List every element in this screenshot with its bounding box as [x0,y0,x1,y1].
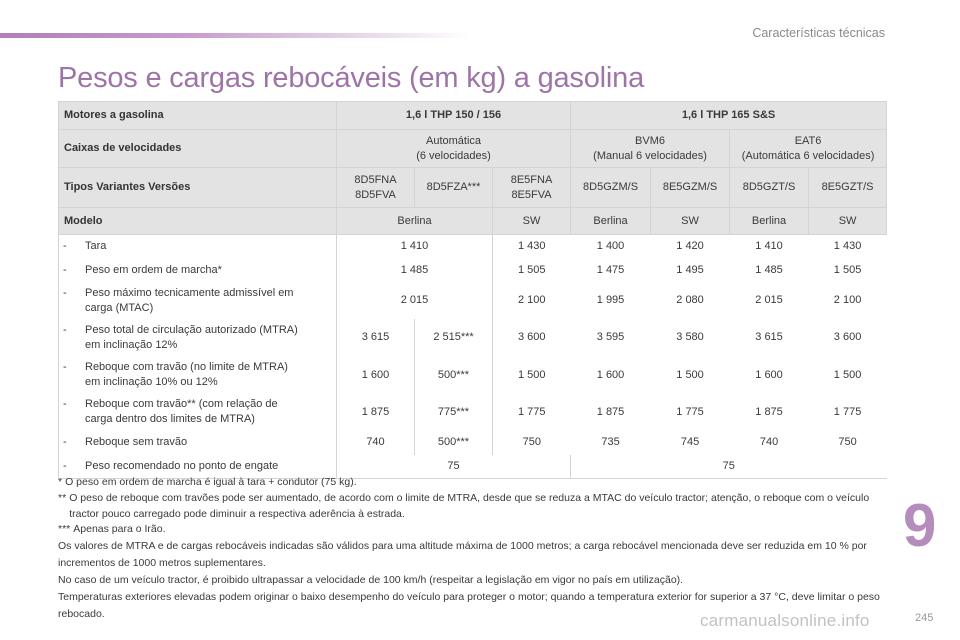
table-cell: 1 500 [518,368,546,381]
table-cell: 1 500 [833,368,862,381]
row-dash: - [63,459,67,472]
footnote-mark: * [58,476,63,488]
table-row [59,283,887,319]
variant-text: 8D5FNA [354,173,397,186]
row-label [59,259,337,283]
table-cell: 1 875 [596,405,625,418]
row-label [59,357,337,394]
row-label-text [85,397,334,427]
gearbox-a [337,130,571,168]
footnote [58,522,888,538]
row-label-text: Peso em ordem de marcha* [85,264,222,277]
table-row [59,357,887,394]
variant-cell [337,168,415,208]
row-label-text: Tara [85,240,107,253]
row-label-line: Peso máximo tecnicamente admissível em [85,286,294,299]
footnote-mark: *** [58,523,71,536]
model-cell: SW [651,208,730,235]
variant-cell [493,168,571,208]
page-number: 245 [915,612,934,624]
page-title: Pesos e cargas rebocáveis (em kg) a gasolina [58,62,644,94]
watermark: carmanualsonline.info [700,611,870,630]
footnote-mark: ** [58,491,67,504]
table-cell: 500*** [415,357,493,394]
footnote-text: O peso de reboque com travões pode ser aumentado, de acordo com o limite de MTRA, desde que se reduza a MTAC do veículo tractor; atenção, o reboque com o veículo tractor pouco carregado pode diminuir a respectiva aderência à estrada. [69,491,870,520]
row-dash: - [63,398,67,411]
variant-cell: 8E5GZT/S [809,168,887,208]
table-cell: 3 615 [755,331,783,344]
row-label-line: Peso total de circulação autorizado (MTRA) [85,323,298,336]
table-cell: 1 430 [518,240,546,253]
table-cell: 1 505 [833,264,862,277]
table-cell: 735 [601,436,620,449]
chapter-number: 9 [903,492,937,559]
engines-label: Motores a gasolina [59,102,337,130]
row-label-line: carga dentro dos limites de MTRA) [85,413,255,425]
row-label-line: em inclinação 12% [85,338,178,351]
footnote-text: Apenas para o Irão. [73,523,166,536]
row-label [59,394,337,431]
row-label-text: Peso recomendado no ponto de engate [85,459,279,472]
row-label-text [85,286,334,316]
table-cell: 750 [838,436,857,449]
gearbox-c [730,130,887,168]
table-cell: 775*** [415,394,493,431]
gearbox-a-line1: Automática [426,134,482,147]
variant-cell: 8E5GZM/S [651,168,730,208]
table-cell: 1 875 [337,394,415,431]
table-cell: 750 [522,436,541,449]
model-cell: Berlina [571,208,651,235]
table-cell: 1 600 [596,368,625,381]
top-accent-bar [0,33,470,38]
row-label-line: em inclinação 10% ou 12% [85,376,218,388]
table-cell: 1 495 [676,264,704,277]
row-label [59,283,337,319]
table-cell: 1 410 [755,240,783,253]
table-cell: 1 485 [337,259,493,283]
table-cell: 1 420 [676,240,704,253]
table-cell: 1 875 [755,405,783,418]
variant-cell: 8D5GZM/S [571,168,651,208]
note-paragraph: Os valores de MTRA e de cargas rebocáveis indicadas são válidos para uma altitude máxima de 1000 metros; a carga rebocável mencionada deve ser reduzida em 10 % por incrementos de 1000 metros suplementares. [58,540,867,569]
table-cell: 3 580 [676,331,704,344]
engines-row [59,102,887,130]
table-cell: 740 [759,436,779,449]
weights-table [58,101,887,479]
row-dash: - [63,361,67,374]
model-cell: SW [809,208,887,235]
table-cell: 1 775 [833,405,862,418]
row-label-text: Reboque sem travão [85,436,188,449]
table-cell: 500*** [415,431,493,455]
model-label: Modelo [59,208,337,235]
table-cell: 740 [337,431,415,455]
table-row [59,394,887,431]
model-cell: SW [493,208,571,235]
table-cell: 2 515*** [415,319,493,357]
model-row [59,208,887,235]
table-cell: 745 [680,436,700,449]
table-cell: 1 400 [596,240,625,253]
table-cell: 75 [337,455,571,479]
variant-cell: 8D5FZA*** [415,168,493,208]
row-dash: - [63,264,67,277]
note-paragraph: Temperaturas exteriores elevadas podem originar o baixo desempenho do veículo para proteger o motor; quando a temperatura exterior for superior a 37 °C, deve limitar o peso rebocado. [58,591,880,620]
table-row [59,431,887,455]
section-header: Características técnicas [752,26,885,40]
row-label [59,431,337,455]
variants-label: Tipos Variantes Versões [59,168,337,208]
row-dash: - [63,240,67,253]
table-cell: 1 505 [518,264,546,277]
variant-text: 8E5FNA [510,173,553,186]
engine-b: 1,6 l THP 165 S&S [571,102,887,130]
row-label [59,235,337,259]
table-cell: 2 015 [337,283,493,319]
table-cell: 1 995 [596,294,625,307]
table-cell: 1 410 [337,235,493,259]
gearbox-b-line1: BVM6 [635,134,666,147]
gearbox-c-line2: (Automática 6 velocidades) [741,149,875,162]
gearbox-b-line2: (Manual 6 velocidades) [593,149,707,162]
table-cell: 2 100 [833,294,862,307]
table-cell: 1 475 [596,264,625,277]
row-dash: - [63,323,67,336]
variant-text: 8D5FVA [355,188,396,201]
table-cell: 3 600 [518,331,546,344]
table-cell: 1 430 [833,240,862,253]
row-dash: - [63,286,67,299]
table-cell: 1 500 [676,368,704,381]
table-cell: 1 600 [337,357,415,394]
row-dash: - [63,436,67,449]
row-label-line: Reboque com travão (no limite de MTRA) [85,361,288,374]
row-label-line: carga (MTAC) [85,301,154,314]
row-label-text [85,323,334,353]
variant-cell: 8D5GZT/S [730,168,809,208]
row-label [59,319,337,357]
row-label-text [85,360,334,390]
table-cell: 3 615 [337,319,415,357]
table-row [59,259,887,283]
footnote [58,491,888,523]
engine-a: 1,6 l THP 150 / 156 [337,102,571,130]
gearbox-a-line2: (6 velocidades) [416,149,491,162]
table-cell: 1 485 [755,264,783,277]
gearbox-b [571,130,730,168]
model-cell: Berlina [730,208,809,235]
gearbox-row [59,130,887,168]
table-cell: 1 775 [676,405,704,418]
table-cell: 2 100 [518,294,546,307]
table-cell: 75 [571,455,887,479]
gearbox-c-line1: EAT6 [794,134,822,147]
table-row [59,235,887,259]
gearbox-label: Caixas de velocidades [59,130,337,168]
row-label-line: Reboque com travão** (com relação de [85,398,278,411]
variant-text: 8E5FVA [511,188,552,201]
model-cell: Berlina [337,208,493,235]
variants-row [59,168,887,208]
footnote [58,475,888,491]
table-cell: 3 595 [596,331,625,344]
table-row [59,319,887,357]
table-cell: 2 080 [676,294,704,307]
table-cell: 1 600 [755,368,783,381]
footnotes [58,475,888,623]
footnote-text: O peso em ordem de marcha é igual à tara + condutor (75 kg). [65,476,357,488]
table-cell: 2 015 [755,294,783,307]
table-cell: 3 600 [833,331,862,344]
note-paragraph: No caso de um veículo tractor, é proibido ultrapassar a velocidade de 100 km/h (respeitar a legislação em vigor no país em utilização). [58,574,684,586]
table-cell: 1 775 [518,405,546,418]
